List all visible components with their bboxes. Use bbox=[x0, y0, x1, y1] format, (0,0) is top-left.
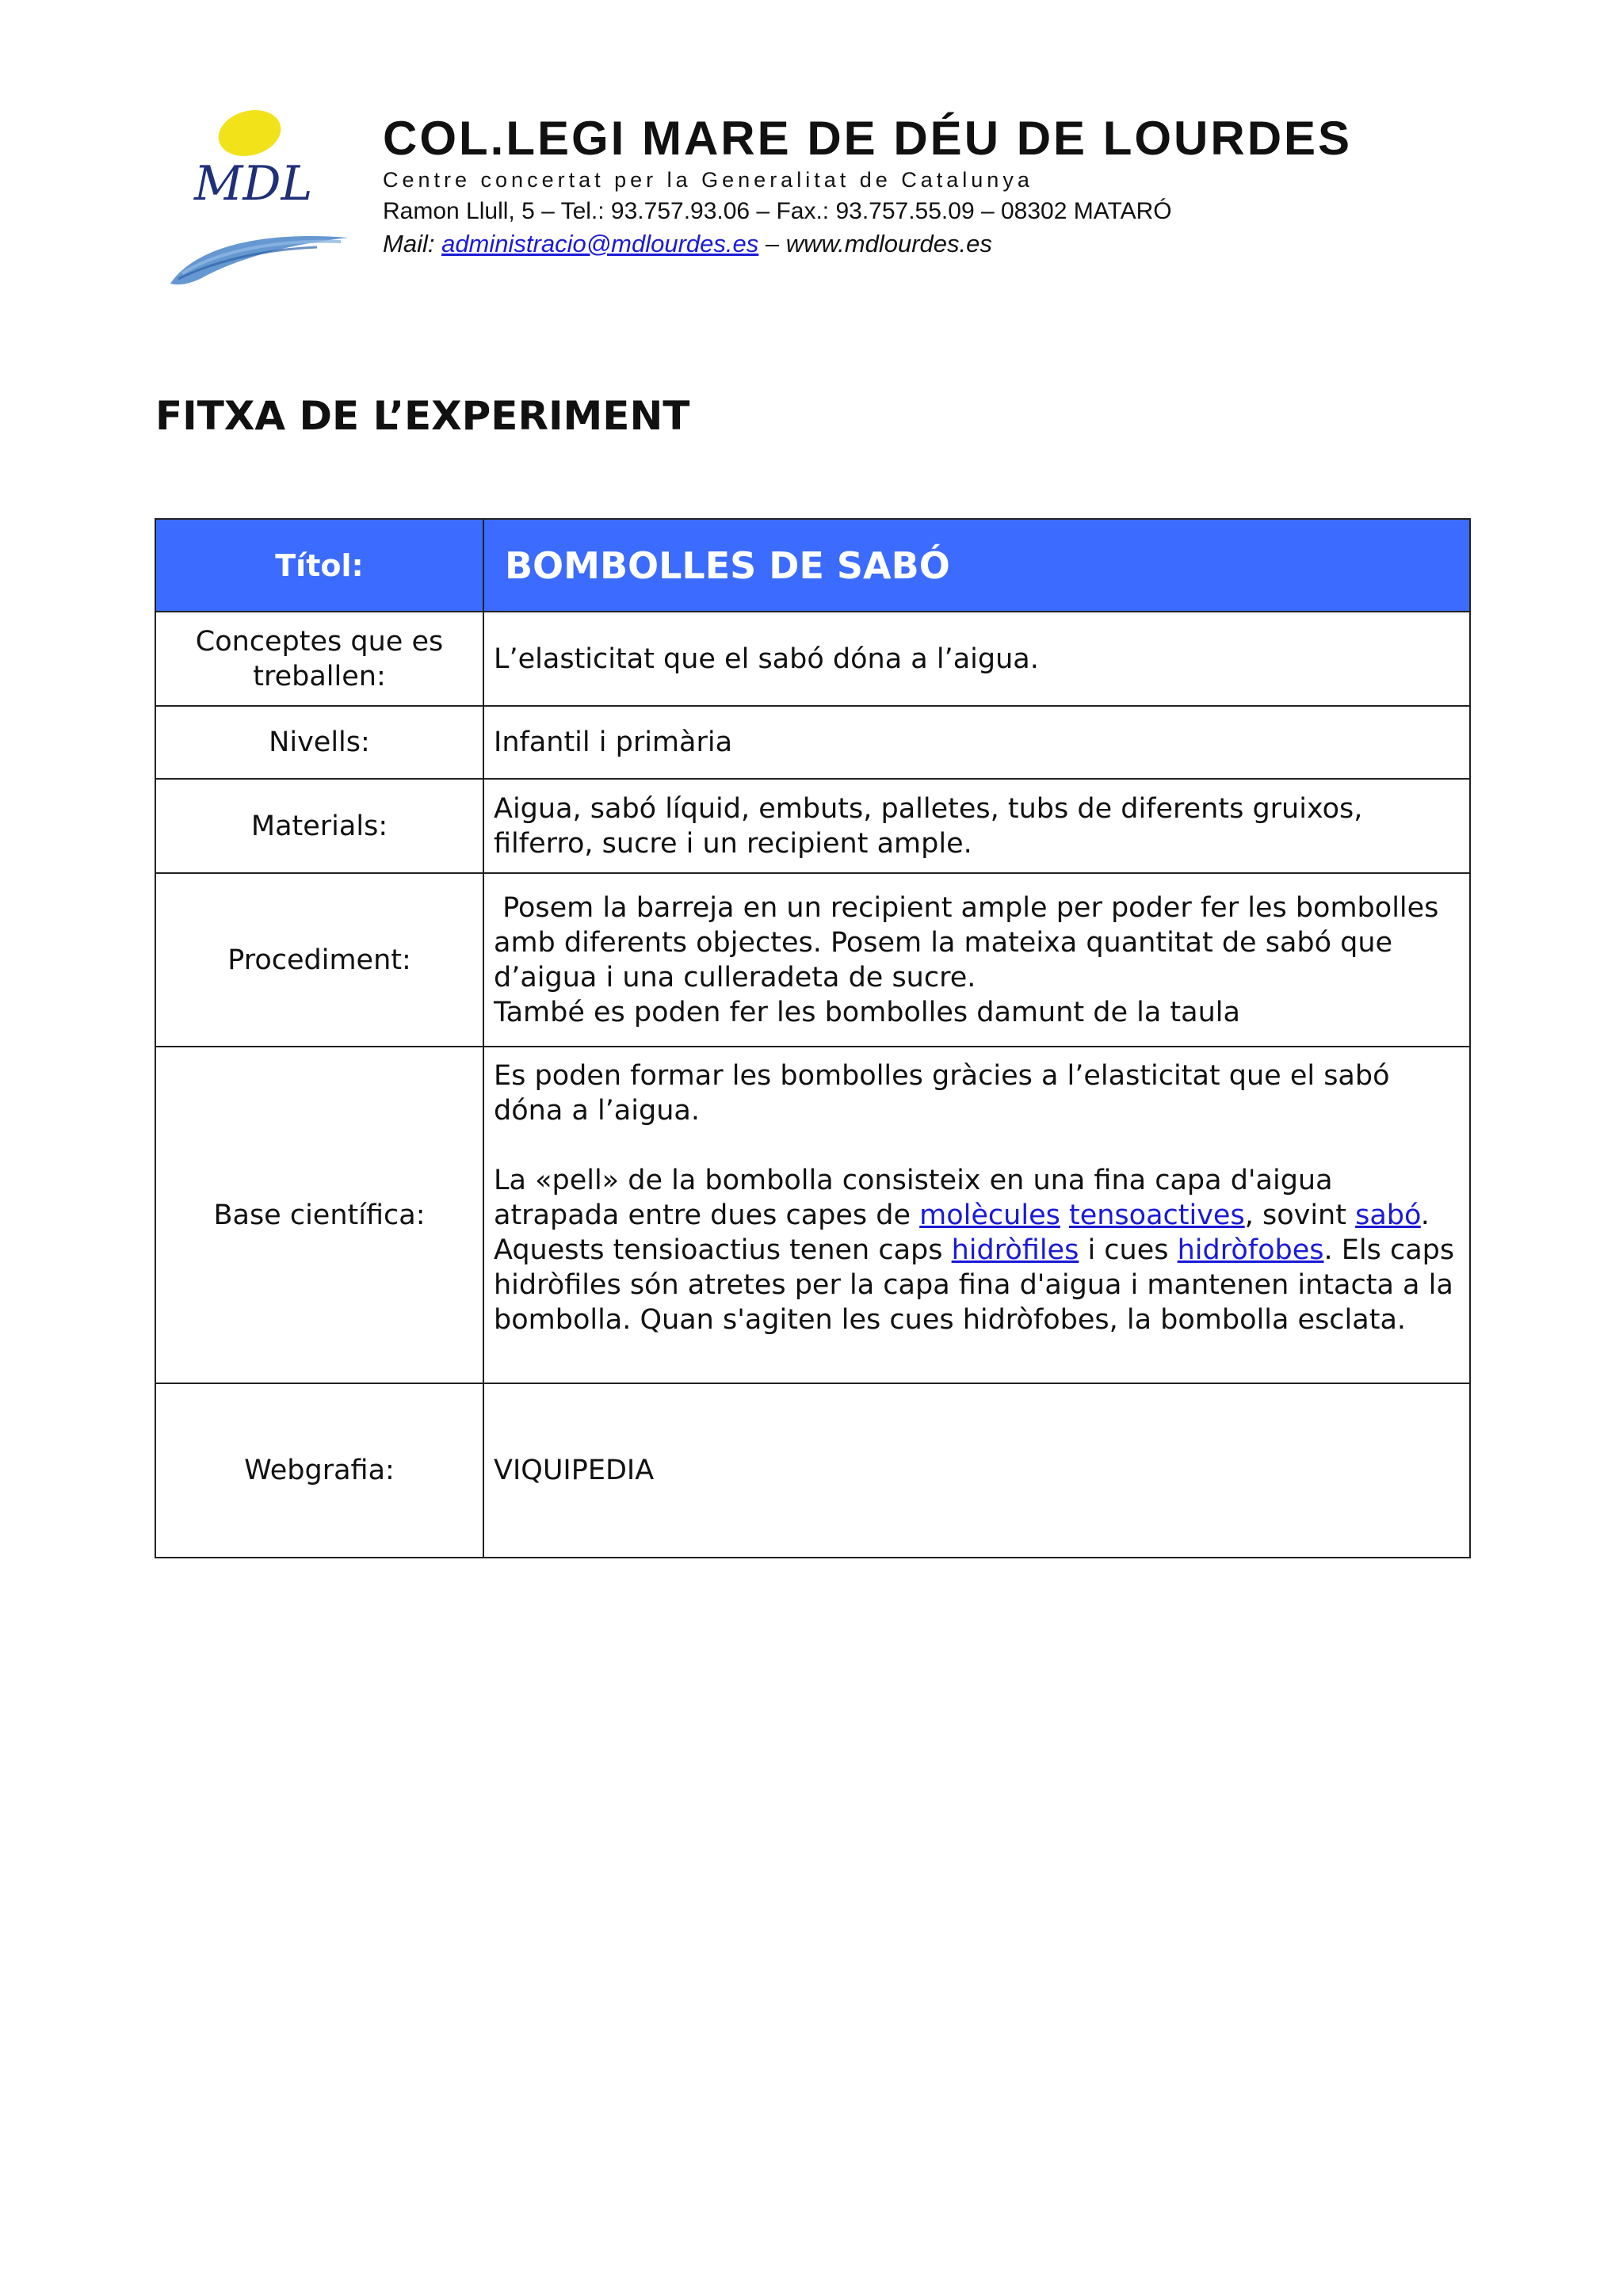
link-hidrofiles[interactable]: hidròfiles bbox=[951, 1234, 1079, 1266]
webgraphy-value: VIQUIPEDIA bbox=[483, 1383, 1470, 1558]
science-text: . Aquests tensioactius tenen caps bbox=[494, 1199, 1430, 1266]
levels-value: Infantil i primària bbox=[483, 706, 1470, 779]
concepts-label: Conceptes que es treballen: bbox=[155, 612, 483, 706]
science-value bbox=[483, 1047, 1470, 1383]
science-text: i cues bbox=[1079, 1234, 1178, 1266]
title-label: Títol: bbox=[155, 519, 483, 612]
mail-label: Mail: bbox=[383, 230, 442, 257]
concepts-value: L’elasticitat que el sabó dóna a l’aigua. bbox=[483, 612, 1470, 706]
procedure-value bbox=[483, 873, 1470, 1047]
row-levels bbox=[155, 706, 1470, 779]
school-contact bbox=[383, 230, 992, 258]
school-address: Ramon Llull, 5 – Tel.: 93.757.93.06 – Fax.: 93.757.55.09 – 08302 MATARÓ bbox=[383, 198, 1172, 224]
procedure-line-1: Posem la barreja en un recipient ample per poder fer les bombolles amb diferents objectes. Posem la mateixa quantitat de sabó que d’aigua i una culleradeta de sucre. bbox=[494, 891, 1448, 994]
link-sabo[interactable]: sabó bbox=[1355, 1199, 1421, 1231]
row-concepts bbox=[155, 612, 1470, 706]
school-name: COL.LEGI MARE DE DÉU DE LOURDES bbox=[383, 112, 1353, 165]
science-text bbox=[1060, 1199, 1069, 1231]
website-text: – www.mdlourdes.es bbox=[758, 230, 992, 257]
logo-blue-brush bbox=[170, 236, 349, 284]
levels-label: Nivells: bbox=[155, 706, 483, 779]
link-tensoactives[interactable]: tensoactives bbox=[1068, 1199, 1245, 1231]
row-title bbox=[155, 519, 1470, 612]
school-subtitle: Centre concertat per la Generalitat de Catalunya bbox=[383, 168, 1033, 192]
science-text: La «pell» de la bombolla consisteix en una fina capa d'aigua atrapada entre dues capes de bbox=[494, 1165, 1333, 1231]
row-webgraphy bbox=[155, 1383, 1470, 1558]
procedure-line-2: També es poden fer les bombolles damunt de la taula bbox=[494, 996, 1240, 1028]
row-procedure bbox=[155, 873, 1470, 1047]
science-paragraph-2 bbox=[494, 1163, 1460, 1337]
row-materials bbox=[155, 779, 1470, 873]
procedure-label: Procediment: bbox=[155, 873, 483, 1047]
science-text: . Els caps hidròfiles són atretes per la capa fina d'aigua i mantenen intacta a la bombolla. Quan s'agiten les cues hidròfobes, la bombolla esclata. bbox=[494, 1234, 1455, 1336]
row-science bbox=[155, 1047, 1470, 1383]
logo-text: MDL bbox=[194, 156, 313, 212]
materials-label: Materials: bbox=[155, 779, 483, 873]
science-paragraph-1: Es poden formar les bombolles gràcies a l’elasticitat que el sabó dóna a l’aigua. bbox=[494, 1060, 1390, 1127]
experiment-sheet-table bbox=[155, 518, 1471, 1558]
title-value: BOMBOLLES DE SABÓ bbox=[483, 519, 1470, 612]
materials-value: Aigua, sabó líquid, embuts, palletes, tubs de diferents gruixos, filferro, sucre i un recipient ample. bbox=[483, 779, 1470, 873]
mail-link[interactable]: administracio@mdlourdes.es bbox=[441, 230, 759, 257]
school-logo bbox=[158, 103, 365, 301]
logo-yellow-ellipse bbox=[213, 104, 286, 163]
science-label: Base científica: bbox=[155, 1047, 483, 1383]
link-hidrofobes[interactable]: hidròfobes bbox=[1177, 1234, 1324, 1266]
webgraphy-label: Webgrafia: bbox=[155, 1383, 483, 1558]
link-molecules[interactable]: molècules bbox=[919, 1199, 1060, 1231]
science-text: , sovint bbox=[1244, 1199, 1356, 1231]
page-title: FITXA DE L’EXPERIMENT bbox=[155, 393, 690, 439]
